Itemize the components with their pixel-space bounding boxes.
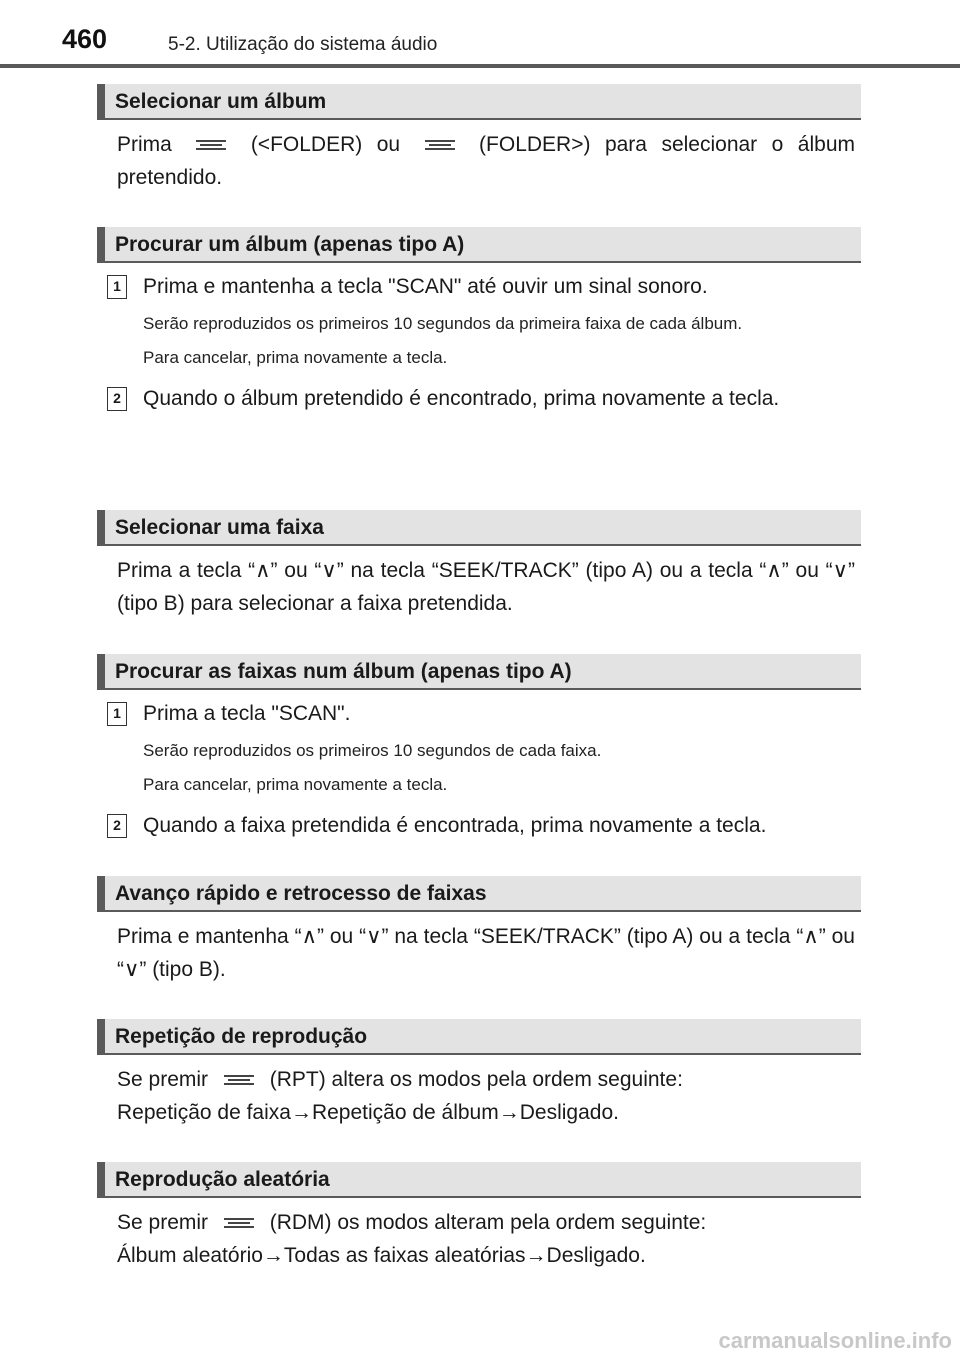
text: (RPT) altera os modos pela ordem seguinte: xyxy=(269,1068,683,1091)
text: Prima xyxy=(117,133,172,156)
paragraph xyxy=(97,1206,861,1239)
section-search-album xyxy=(97,227,861,415)
step-text: Quando o álbum pretendido é encontrado, prima novamente a tecla. xyxy=(143,387,780,410)
chapter-title: 5-2. Utilização do sistema áudio xyxy=(168,34,438,55)
step-text: Quando a faixa pretendida é encontrada, prima novamente a tecla. xyxy=(143,814,767,837)
paragraph: Repetição de faixa→Repetição de álbum→Desligado. xyxy=(117,1101,619,1124)
step-item xyxy=(97,810,861,842)
section-heading: Repetição de reprodução xyxy=(97,1019,861,1055)
paragraph xyxy=(97,128,861,194)
text: (<FOLDER) ou xyxy=(250,133,401,156)
step-note: Serão reproduzidos os primeiros 10 segundos da primeira faixa de cada álbum. xyxy=(143,314,743,333)
section-heading: Avanço rápido e retrocesso de faixas xyxy=(97,876,861,912)
section-repeat xyxy=(97,1019,861,1129)
step-note: Para cancelar, prima novamente a tecla. xyxy=(143,775,448,794)
paragraph xyxy=(97,1063,861,1096)
page-number: 460 xyxy=(62,24,108,54)
section-random xyxy=(97,1162,861,1272)
step-text: Prima e mantenha a tecla "SCAN" até ouvir um sinal sonoro. xyxy=(143,275,708,298)
text: Se premir xyxy=(117,1068,209,1091)
section-select-album xyxy=(97,84,861,194)
section-fast-forward xyxy=(97,876,861,986)
section-heading: Selecionar uma faixa xyxy=(97,510,861,546)
step-number: 1 xyxy=(107,275,127,299)
step-item xyxy=(97,271,861,303)
paragraph: Prima a tecla “∧” ou “∨” na tecla “SEEK/TRACK” (tipo A) ou a tecla “∧” ou “∨” (tipo B) para selecionar a faixa pretendida. xyxy=(117,559,855,615)
button-icon xyxy=(196,140,226,150)
section-select-track xyxy=(97,510,861,620)
section-heading: Procurar um álbum (apenas tipo A) xyxy=(97,227,861,263)
paragraph: Prima e mantenha “∧” ou “∨” na tecla “SEEK/TRACK” (tipo A) ou a tecla “∧” ou “∨” (tipo B). xyxy=(117,925,855,981)
step-number: 2 xyxy=(107,814,127,838)
step-number: 1 xyxy=(107,702,127,726)
text: (FOLDER>) para selecionar o álbum pretendido. xyxy=(117,133,855,189)
button-icon xyxy=(425,140,455,150)
section-heading: Reprodução aleatória xyxy=(97,1162,861,1198)
step-item xyxy=(97,698,861,730)
section-heading: Procurar as faixas num álbum (apenas tipo A) xyxy=(97,654,861,690)
watermark: carmanualsonline.info xyxy=(718,1328,952,1353)
step-item xyxy=(97,383,861,415)
step-number: 2 xyxy=(107,387,127,411)
step-note: Serão reproduzidos os primeiros 10 segundos de cada faixa. xyxy=(143,741,602,760)
text: (RDM) os modos alteram pela ordem seguinte: xyxy=(269,1211,707,1234)
text: Se premir xyxy=(117,1211,209,1234)
section-heading: Selecionar um álbum xyxy=(97,84,861,120)
button-icon xyxy=(224,1218,254,1228)
button-icon xyxy=(224,1075,254,1085)
step-text: Prima a tecla "SCAN". xyxy=(143,702,351,725)
step-note: Para cancelar, prima novamente a tecla. xyxy=(143,348,448,367)
header-rule xyxy=(0,64,960,68)
section-search-tracks xyxy=(97,654,861,842)
paragraph: Álbum aleatório→Todas as faixas aleatórias→Desligado. xyxy=(117,1244,646,1267)
